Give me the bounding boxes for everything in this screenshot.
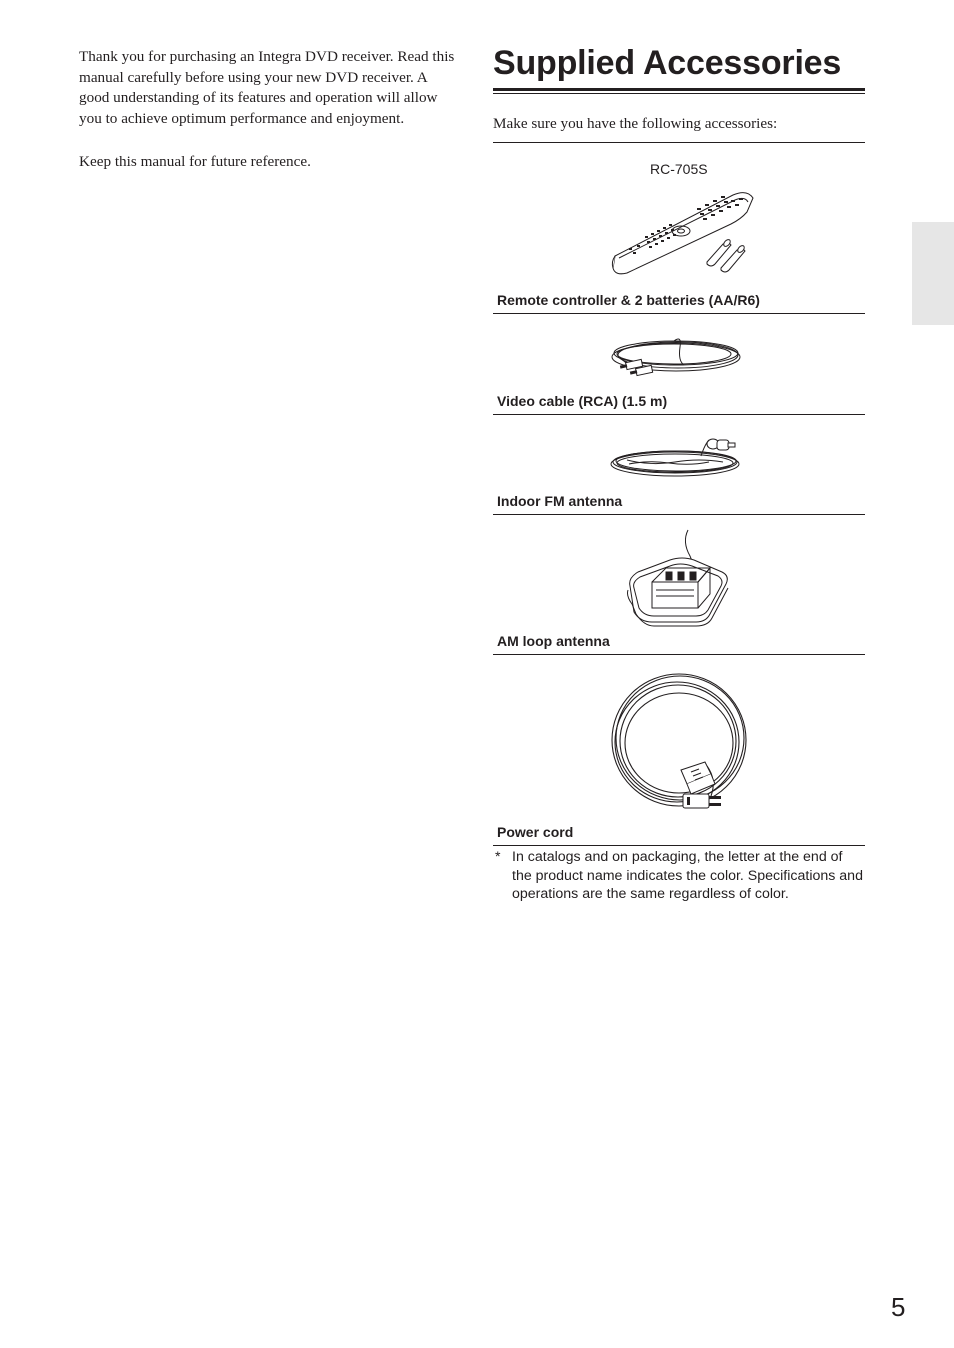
intro-paragraph-thanks: Thank you for purchasing an Integra DVD receiver. Read this manual carefully before using your new DVD receiver. A good understanding of its features and operation will allow you to achieve optimum performance and enjoyment. [79, 48, 455, 127]
footnote [493, 848, 865, 904]
remote-model-label: RC-705S [650, 161, 708, 177]
page-number: 5 [891, 1292, 906, 1322]
side-tab [912, 222, 954, 325]
fm-antenna-icon [609, 432, 749, 480]
divider [493, 142, 865, 143]
am-loop-antenna-icon [622, 528, 734, 628]
video-cable-label: Video cable (RCA) (1.5 m) [497, 393, 668, 409]
divider [493, 313, 865, 314]
divider [493, 845, 865, 846]
footnote-text: In catalogs and on packaging, the letter at the end of the product name indicates the color. Specifications and operations are the same regardless of color. [512, 849, 863, 902]
power-cord-label: Power cord [497, 824, 574, 840]
footnote-marker: * [495, 849, 501, 865]
section-title: Supplied Accessories [493, 44, 842, 82]
divider [493, 514, 865, 515]
divider [493, 414, 865, 415]
remote-label: Remote controller & 2 batteries (AA/R6) [497, 292, 760, 308]
fm-antenna-label: Indoor FM antenna [497, 493, 623, 509]
am-antenna-label: AM loop antenna [497, 633, 610, 649]
power-cord-icon [607, 670, 751, 818]
title-rule [493, 88, 865, 91]
divider [493, 654, 865, 655]
intro-paragraph-keep: Keep this manual for future reference. [79, 153, 311, 170]
remote-control-icon [605, 186, 765, 278]
section-lead: Make sure you have the following accessories: [493, 115, 778, 132]
intro-text [79, 47, 457, 196]
video-cable-icon [606, 331, 746, 381]
title-rule-thin [493, 93, 865, 94]
